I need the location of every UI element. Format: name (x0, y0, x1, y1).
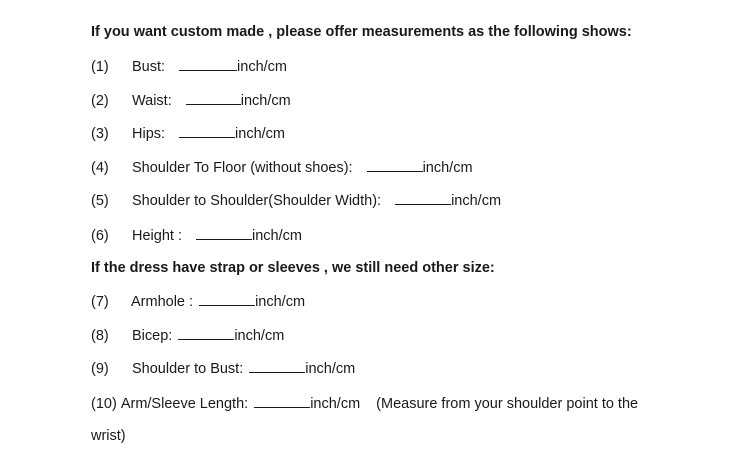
measurement-item-armhole (91, 292, 305, 311)
blank-line (179, 57, 237, 71)
blank-line (186, 91, 241, 105)
measurement-item-height (91, 226, 302, 245)
item-label: Hips: (132, 126, 166, 142)
unit-label: inch/cm (422, 160, 473, 176)
item-label: Height : (132, 228, 182, 244)
item-number: (1) (91, 59, 109, 75)
measurement-item-hips (91, 124, 285, 143)
measurement-item-bicep (91, 326, 284, 345)
item-label: Armhole : (131, 294, 194, 310)
item-number: (10) (91, 396, 117, 412)
item-label: Waist: (132, 93, 172, 109)
unit-label: inch/cm (451, 193, 502, 209)
unit-label: inch/cm (251, 228, 302, 244)
measurement-item-shoulder-to-floor (91, 158, 473, 177)
blank-line (179, 124, 235, 138)
item-number: (5) (91, 193, 109, 209)
sleeve-length-note-continued: wrist) (91, 428, 126, 444)
item-label: Bust: (132, 59, 166, 75)
unit-label: inch/cm (305, 361, 356, 377)
blank-line (178, 326, 234, 340)
blank-line (367, 158, 423, 172)
blank-line (199, 292, 255, 306)
item-label: Shoulder to Shoulder(Shoulder Width): (132, 193, 382, 209)
blank-line (395, 191, 451, 205)
item-label: Shoulder to Bust: (132, 361, 244, 377)
unit-label: inch/cm (235, 126, 286, 142)
measurement-item-shoulder-to-bust (91, 359, 355, 378)
blank-line (249, 359, 305, 373)
heading-custom-made: If you want custom made , please offer measurements as the following shows: (91, 24, 632, 40)
item-number: (3) (91, 126, 109, 142)
measurement-item-sleeve-length (91, 394, 638, 413)
measurement-item-bust (91, 57, 287, 76)
item-number: (7) (91, 294, 109, 310)
item-number: (6) (91, 228, 109, 244)
measurement-item-waist (91, 91, 291, 110)
heading-strap-sleeves: If the dress have strap or sleeves , we still need other size: (91, 260, 495, 276)
item-number: (8) (91, 328, 109, 344)
item-number: (9) (91, 361, 109, 377)
unit-label: inch/cm (310, 396, 361, 412)
item-number: (2) (91, 93, 109, 109)
measurement-item-shoulder-width (91, 191, 501, 210)
unit-label: inch/cm (255, 294, 306, 310)
item-label: Bicep: (132, 328, 173, 344)
unit-label: inch/cm (237, 59, 288, 75)
blank-line (254, 394, 310, 408)
blank-line (196, 226, 252, 240)
unit-label: inch/cm (234, 328, 285, 344)
item-number: (4) (91, 160, 109, 176)
item-label: Arm/Sleeve Length: (120, 396, 249, 412)
item-label: Shoulder To Floor (without shoes): (132, 160, 353, 176)
unit-label: inch/cm (240, 93, 291, 109)
sleeve-length-note: (Measure from your shoulder point to the (376, 396, 639, 412)
